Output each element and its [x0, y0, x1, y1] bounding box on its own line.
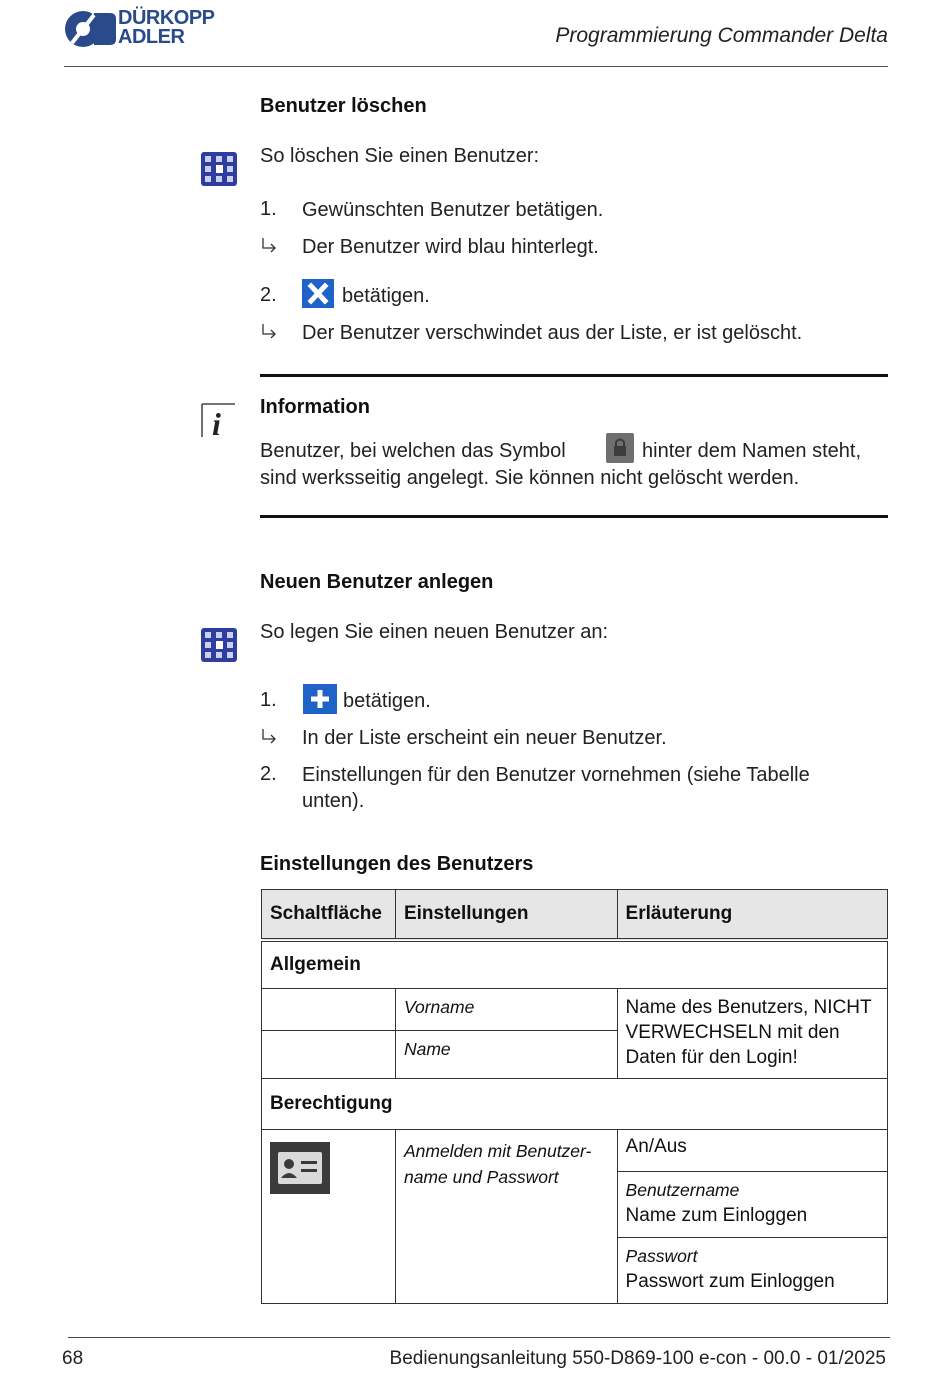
password-label: Passwort — [625, 1246, 698, 1266]
info-line-2: sind werksseitig angelegt. Sie können nicht gelöscht werden. — [260, 467, 800, 489]
username-explanation: Name zum Einloggen — [625, 1205, 808, 1226]
info-line-1-pre: Benutzer, bei welchen das Symbol — [260, 440, 566, 462]
login-setting-cell — [395, 1130, 617, 1304]
footer-divider — [68, 1337, 890, 1338]
step-number: 1. — [260, 689, 277, 711]
info-icon — [201, 403, 237, 444]
result-text: Der Benutzer wird blau hinterlegt. — [302, 236, 599, 258]
password-cell — [617, 1238, 887, 1304]
info-heading: Information — [260, 396, 370, 418]
setting-last-name: Name — [403, 1039, 451, 1059]
password-explanation: Passwort zum Einloggen — [625, 1271, 835, 1292]
name-explanation-line: Daten für den Login! — [625, 1047, 798, 1068]
add-plus-icon — [303, 684, 337, 719]
procedure-icon — [201, 152, 237, 191]
delete-user-heading: Benutzer löschen — [260, 95, 427, 117]
group-row-permission: Berechtigung — [262, 1079, 888, 1130]
logo-line-2: ADLER — [118, 26, 185, 48]
result-text: Der Benutzer verschwindet aus der Liste, er ist gelöscht. — [302, 322, 803, 344]
new-user-heading: Neuen Benutzer anlegen — [260, 571, 494, 593]
step-text: betätigen. — [343, 690, 431, 712]
settings-table-heading: Einstellungen des Benutzers — [260, 853, 534, 875]
column-header: Einstellungen — [395, 890, 617, 941]
result-arrow-icon — [260, 236, 280, 261]
login-setting-line: Anmelden mit Benutzer- — [403, 1141, 592, 1161]
info-line-1-post: hinter dem Namen steht, — [642, 440, 861, 462]
logo-mark-icon — [64, 9, 116, 49]
logo-line-1: DÜRKOPP — [118, 7, 215, 29]
page-number: 68 — [62, 1348, 84, 1369]
info-bottom-rule — [260, 515, 888, 518]
svg-text:i: i — [212, 406, 221, 439]
login-setting-line: name und Passwort — [403, 1167, 559, 1187]
username-cell — [617, 1172, 887, 1238]
on-off-cell: An/Aus — [617, 1130, 887, 1172]
document-title: Programmierung Commander Delta — [555, 24, 888, 47]
result-arrow-icon — [260, 727, 280, 752]
footer-manual-id: Bedienungsanleitung 550-D869-100 e-con - 00.0 - 01/2025 — [389, 1348, 886, 1369]
column-header: Schaltfläche — [262, 890, 396, 941]
step-text: betätigen. — [342, 285, 430, 307]
info-top-rule — [260, 374, 888, 377]
delete-x-icon — [302, 279, 334, 313]
name-explanation-line: VERWECHSELN mit den — [625, 1022, 840, 1043]
step-number: 1. — [260, 198, 277, 220]
duerkopp-adler-logo — [64, 9, 234, 51]
step-text-line-1: Einstellungen für den Benutzer vornehmen (siehe Tabelle — [302, 764, 810, 786]
step-text: Gewünschten Benutzer betätigen. — [302, 199, 604, 221]
new-user-intro: So legen Sie einen neuen Benutzer an: — [260, 621, 609, 643]
header-divider — [64, 66, 888, 67]
delete-intro: So löschen Sie einen Benutzer: — [260, 145, 540, 167]
table-cell — [262, 989, 396, 1031]
id-card-icon — [270, 1142, 330, 1194]
result-arrow-icon — [260, 322, 280, 347]
procedure-icon — [201, 628, 237, 667]
step-number: 2. — [260, 284, 277, 306]
step-text-line-2: unten). — [302, 790, 365, 812]
name-explanation-line: Name des Benutzers, NICHT — [625, 997, 872, 1018]
setting-first-name: Vorname — [403, 997, 475, 1017]
login-button-cell — [262, 1130, 396, 1304]
username-label: Benutzername — [625, 1180, 740, 1200]
lock-icon — [606, 433, 634, 468]
column-header: Erläuterung — [617, 890, 887, 941]
settings-table — [261, 889, 888, 1304]
step-number: 2. — [260, 763, 277, 785]
table-cell — [262, 1031, 396, 1079]
name-explanation — [617, 989, 887, 1079]
group-row-general: Allgemein — [262, 940, 888, 989]
result-text: In der Liste erscheint ein neuer Benutzer. — [302, 727, 667, 749]
